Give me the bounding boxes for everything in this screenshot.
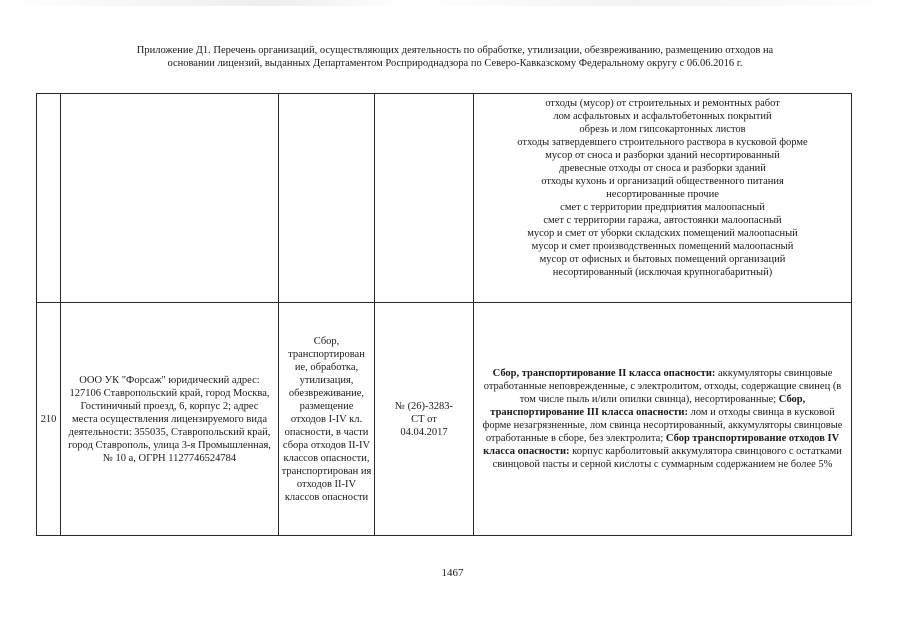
cell-activity xyxy=(279,94,375,303)
scan-artifact xyxy=(0,0,905,6)
waste-line: мусор от сноса и разборки зданий несортированный xyxy=(545,150,780,161)
waste-heading-class-2: Сбор, транспортирование II класса опасности: xyxy=(492,368,716,379)
organization-info: ООО УК "Форсаж" юридический адрес: 127106 Ставропольский край, город Москва, Гостиничный проезд, 6, корпус 2; адрес места осуществления лицензируемого вида деятельности: 355035, Ставропольский край, город Ставрополь, улица 3-я Промышленная, № 10 а, ОГРН 1127746524784 xyxy=(61,303,279,536)
cell-waste-list xyxy=(474,94,852,303)
waste-text-class-4: корпус карболитовый аккумулятора свинцового с остатками свинцовой пасты и серной кислоты с суммарным содержанием не более 5% xyxy=(492,446,842,470)
waste-heading-class-3: Сбор, транспортирование III класса опасности: xyxy=(490,394,806,418)
header-line-2: основании лицензий, выданных Департаментом Росприроднадзора по Северо-Кавказскому Федеральному округу с 06.06.2016 г. xyxy=(167,58,743,69)
waste-line: мусор и смет от уборки складских помещений малоопасный xyxy=(527,228,798,239)
license-info xyxy=(375,303,474,536)
waste-line: лом асфальтовых и асфальтобетонных покрытий xyxy=(553,111,772,122)
page-number: 1467 xyxy=(441,567,464,579)
waste-line: смет с территории гаража, автостоянки малоопасный xyxy=(543,215,782,226)
waste-text-class-3: лом и отходы свинца в кусковой форме незагрязненные, лом свинца несортированный, аккумуляторы свинцовые отработанные в сборе, без электролита; xyxy=(482,407,843,444)
waste-text-class-2: аккумуляторы свинцовые отработанные неповрежденные, с электролитом, отходы, содержащие свинец (в том числе пыль и/или опилки свинца), несортированные; xyxy=(483,368,842,405)
document-header xyxy=(60,44,850,70)
waste-line: несортированный (исключая крупногабаритный) xyxy=(552,267,773,278)
table-row xyxy=(37,94,852,303)
organizations-table xyxy=(36,93,852,536)
waste-line: мусор от офисных и бытовых помещений организаций xyxy=(539,254,786,265)
waste-heading-class-4: Сбор транспортирование отходов IV класса опасности: xyxy=(483,433,840,457)
waste-description xyxy=(474,303,852,536)
cell-organization xyxy=(61,94,279,303)
license-date: 04.04.2017 xyxy=(400,426,448,438)
waste-line: древесные отходы от сноса и разборки зданий xyxy=(559,163,766,174)
waste-line: отходы затвердевшего строительного раствора в кусковой форме xyxy=(517,137,808,148)
cell-number xyxy=(37,94,61,303)
waste-line: несортированные прочие xyxy=(606,189,719,200)
activity-type: Сбор, транспортирован ие, обработка, утилизация, обезвреживание, размещение отходов I-IV кл. опасности, в части сбора отходов II-IV классов опасности, транспортирован ия отходов II-IV классов опасности xyxy=(279,303,375,536)
license-from: СТ от xyxy=(411,413,437,425)
waste-line: смет с территории предприятия малоопасный xyxy=(560,202,765,213)
waste-line: мусор и смет производственных помещений малоопасный xyxy=(531,241,794,252)
cell-license xyxy=(375,94,474,303)
waste-line: отходы (мусор) от строительных и ремонтных работ xyxy=(545,98,780,109)
header-line-1: Приложение Д1. Перечень организаций, осуществляющих деятельность по обработке, утилизации, обезвреживанию, размещению отходов на xyxy=(136,45,774,56)
waste-line: обрезь и лом гипсокартонных листов xyxy=(579,124,746,135)
table-row xyxy=(37,303,852,536)
license-number: № (26)-3283- xyxy=(394,400,454,412)
row-number: 210 xyxy=(37,303,61,536)
waste-line: отходы кухонь и организаций общественного питания xyxy=(541,176,784,187)
